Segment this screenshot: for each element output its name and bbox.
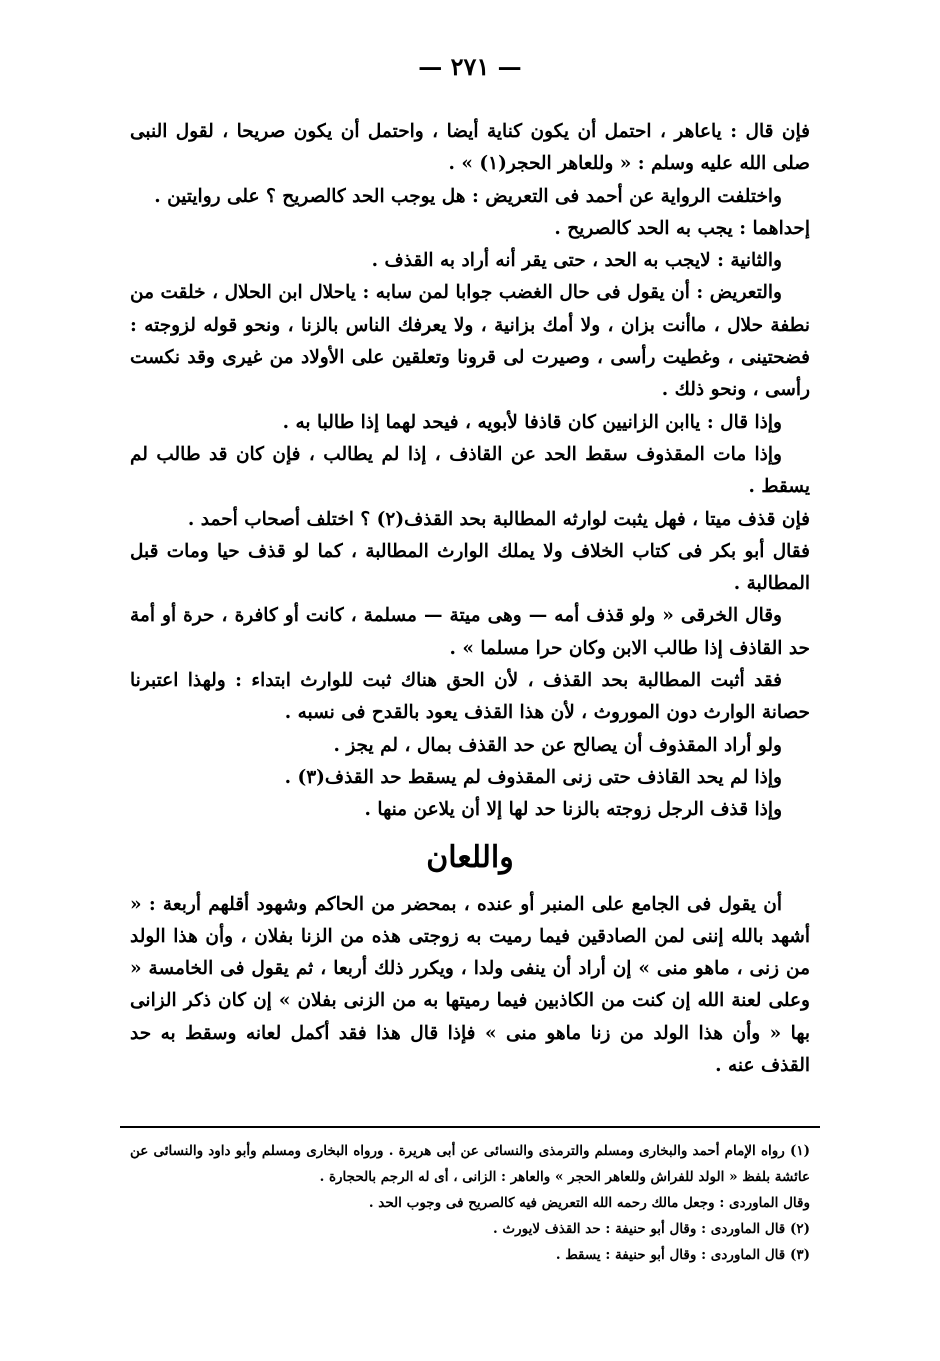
section-heading: واللعان <box>426 839 514 875</box>
footnote: وقال الماوردى : وجعل مالك رحمه الله التعريض فيه كالصريح فى وجوب الحد . <box>368 1195 810 1211</box>
page-number: — ٢٧١ — <box>418 52 522 81</box>
paragraph: والثانية : لايجب به الحد ، حتى يقر أنه أراد به القذف . <box>371 250 782 272</box>
paragraph: وإذا مات المقذوف سقط الحد عن القاذف ، إذا لم يطالب ، فإن كان قد طالب لم يسقط . <box>130 443 810 498</box>
paragraph: فإن قال : ياعاهر ، احتمل أن يكون كناية أيضا ، واحتمل أن يكون صريحا ، لقول النبى صلى الله عليه وسلم : « وللعاهر الحجر(١) » . <box>130 121 810 175</box>
paragraph: فقال أبو بكر فى كتاب الخلاف ولا يملك الوارث المطالبة ، كما لو قذف حيا ومات قبل المطالبة . <box>130 540 810 595</box>
paragraph: واختلفت الرواية عن أحمد فى التعريض : هل يوجب الحد كالصريح ؟ على روايتين . <box>154 185 782 207</box>
footnote: (١) رواه الإمام أحمد والبخارى ومسلم والترمذى والنسائى عن أبى هريرة . ورواه البخارى ومسلم وأبو داود والنسائى عن عائشة بلفظ « الولد للفراش وللعاهر الحجر » والعاهر : الزانى ، أى له الرجم بالحجارة . <box>130 1143 810 1185</box>
footnote: (٢) قال الماوردى : وقال أبو حنيفة : حد القذف لايورث . <box>493 1221 810 1237</box>
footnotes <box>130 1138 810 1268</box>
footnote: (٣) قال الماوردى : وقال أبو حنيفة : يسقط . <box>555 1247 810 1263</box>
paragraph: والتعريض : أن يقول فى حال الغضب جوابا لمن سابه : ياحلال ابن الحلال ، خلقت من نطفة حلال ، ماأنت بزان ، ولا أمك بزانية ، ولا يعرفك الناس بالزنا ، ونحو قوله لزوجته : فضحتينى ، وغطيت رأسى ، وصيرت لى قرونا وتعلقين على الأولاد من غيرى وقد نكست رأسى ، ونحو ذلك . <box>130 282 810 401</box>
paragraph: وإذا قذف الرجل زوجته بالزنا حد لها إلا أن يلاعن منها . <box>364 799 782 821</box>
section-paragraph: أن يقول فى الجامع على المنبر أو عنده ، بمحضر من الحاكم وشهود أقلهم أربعة : « أشهد بالله إننى لمن الصادقين فيما رميت به زوجتى هذه من الزنا بفلان ، وأن هذا الولد من زنى ، ماهو منى » إن أراد أن ينفى ولدا ، ويكرر ذلك أربعا ، ثم يقول فى الخامسة « وعلى لعنة الله إن كنت من الكاذبين فيما رميتها به من الزنى بفلان » إن كان ذكر الزانى بها « وأن هذا الولد من زنا ماهو منى » فإذا قال هذا فقد أكمل لعانه وسقط به حد القذف عنه . <box>130 893 810 1077</box>
paragraph: وإذا قال : ياابن الزانيين كان قاذفا لأبويه ، فيحد لهما إذا طالبا به . <box>282 411 782 433</box>
paragraph: ولو أراد المقذوف أن يصالح عن حد القذف بمال ، لم يجز . <box>333 734 782 756</box>
footnote-divider <box>120 1126 820 1128</box>
paragraph: فقد أثبت المطالبة بحد القذف ، لأن الحق هناك ثبت للوارث ابتداء : ولهذا اعتبرنا حصانة الوارث دون الموروث ، لأن هذا القذف يعود بالقدح فى نسبه . <box>130 670 810 724</box>
paragraph: وقال الخرقى « ولو قذف أمه — وهى ميتة — مسلمة ، كانت أو كافرة ، حرة أو أمة حد القاذف إذا طالب الابن وكان حرا مسلما » . <box>130 605 810 659</box>
paragraph: فإن قذف ميتا ، فهل يثبت لوارثه المطالبة بحد القذف(٢) ؟ اختلف أصحاب أحمد . <box>187 508 810 530</box>
paragraph: وإذا لم يحد القاذف حتى زنى المقذوف لم يسقط حد القذف(٣) . <box>284 766 782 788</box>
paragraph: إحداهما : يجب به الحد كالصريح . <box>554 217 810 239</box>
main-text <box>130 116 810 1082</box>
